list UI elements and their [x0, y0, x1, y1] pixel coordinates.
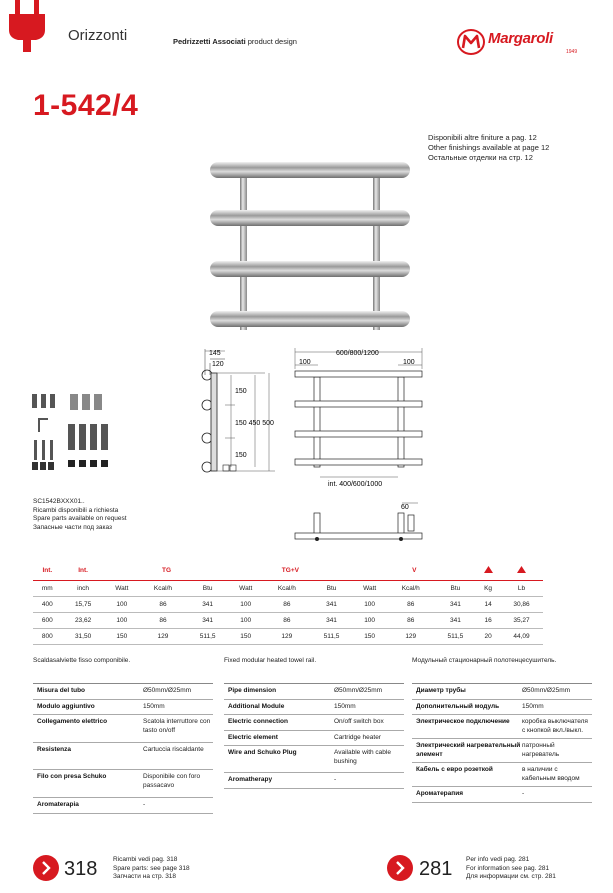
cell: 341 [311, 596, 353, 612]
cell: 100 [352, 612, 387, 628]
unit-cell: Watt [228, 580, 263, 596]
feature-key: Электрическое подключение [416, 718, 510, 725]
header-tg: TG [105, 562, 229, 580]
model-code: 1-542/4 [33, 89, 139, 122]
feature-row [33, 798, 213, 814]
cell: 341 [187, 596, 229, 612]
cell: 511,5 [311, 628, 353, 644]
feature-value: Ø50mm/Ø25mm [334, 687, 383, 694]
cell: 129 [139, 628, 187, 644]
cell: 15,75 [62, 596, 105, 612]
unit-cell: mm [33, 580, 62, 596]
dim-60: 60 [401, 504, 409, 511]
features-it [33, 683, 213, 814]
cell: 150 [228, 628, 263, 644]
feature-key: Диаметр трубы [416, 687, 466, 694]
cell: 600 [33, 612, 62, 628]
feature-value: Ø50mm/Ø25mm [143, 687, 192, 694]
feature-value: Cartridge heater [334, 733, 381, 741]
feature-row [33, 770, 213, 798]
feature-value: 150mm [522, 702, 544, 710]
info-page-number: 281 [419, 858, 453, 880]
table-units-row [33, 580, 543, 596]
cell: 20 [476, 628, 500, 644]
header-int-inch: Int. [62, 562, 105, 580]
dim-150-bottom: 150 [235, 452, 247, 459]
feature-key: Кабель с евро розеткой [416, 766, 493, 773]
feature-row [412, 763, 592, 787]
cell: 511,5 [187, 628, 229, 644]
cell: 100 [228, 612, 263, 628]
feature-value: Available with cable bushing [334, 749, 391, 765]
dim-100-right: 100 [403, 359, 415, 366]
feature-value: Ø50mm/Ø25mm [522, 687, 571, 694]
plug-icon [6, 0, 50, 52]
header-tgv: TG+V [228, 562, 352, 580]
spares-ru: Запасные части под заказ [33, 523, 112, 531]
description-ru: Модульный стационарный полотенцесушитель. [412, 657, 557, 664]
dim-120: 120 [212, 361, 224, 368]
feature-row [224, 700, 404, 716]
cell: 129 [263, 628, 311, 644]
series-title: Orizzonti [68, 27, 128, 44]
spares-page-ref [113, 856, 190, 882]
feature-value: Disponibile con foro passacavo [143, 773, 201, 789]
cell: 86 [139, 596, 187, 612]
finishes-it: Disponibili altre finiture a pag. 12 [428, 133, 537, 142]
cell: 400 [33, 596, 62, 612]
feature-row [224, 731, 404, 747]
designer-suffix: product design [245, 37, 297, 46]
brand-year: 1949 [566, 49, 578, 55]
info-ref-en: For information see pag. 281 [466, 864, 550, 872]
unit-cell: Kcal/h [139, 580, 187, 596]
spares-ref-ru: Запчасти на стр. 318 [113, 873, 177, 880]
spares-page-link-button[interactable] [33, 855, 59, 881]
finishes-en: Other finishings available at page 12 [428, 143, 550, 152]
info-ref-it: Per info vedi pag. 281 [466, 856, 530, 863]
table-row [33, 612, 543, 628]
cell: 100 [228, 596, 263, 612]
cell: 14 [476, 596, 500, 612]
feature-value: On/off switch box [334, 718, 384, 725]
spare-parts-image [28, 390, 118, 485]
feature-row [33, 684, 213, 700]
feature-key: Modulo aggiuntivo [37, 702, 95, 710]
table-row [33, 628, 543, 644]
dim-100-left: 100 [299, 359, 311, 366]
unit-cell: Kg [476, 580, 500, 596]
top-view-drawing [290, 495, 430, 550]
spares-ref-it: Ricambi vedi pag. 318 [113, 856, 178, 863]
cell: 35,27 [500, 612, 543, 628]
feature-key: Дополнительный модуль [416, 702, 500, 710]
feature-key: Aromaterapia [37, 801, 79, 808]
chevron-right-icon [33, 855, 59, 881]
designer-name: Pedrizzetti Associati [173, 37, 246, 46]
cell: 341 [435, 612, 477, 628]
feature-value: - [334, 776, 337, 783]
header-weight-lb [500, 562, 543, 580]
cell: 44,09 [500, 628, 543, 644]
cell: 23,62 [62, 612, 105, 628]
dim-150-top: 150 [235, 388, 247, 395]
dim-145: 145 [209, 350, 221, 357]
weight-kg-icon [484, 566, 493, 573]
feature-row [224, 746, 404, 773]
weight-lb-icon [517, 566, 526, 573]
dim-heights: 150 450 500 [235, 420, 274, 427]
feature-row [224, 773, 404, 789]
feature-key: Resistenza [37, 746, 71, 753]
cell: 800 [33, 628, 62, 644]
feature-value: 150mm [334, 702, 356, 710]
finishes-ru: Остальные отделки на стр. 12 [428, 153, 533, 162]
brand-logo-icon [457, 29, 485, 55]
feature-value: коробка выключателя с кнопкой вкл./выкл. [522, 718, 588, 734]
feature-key: Pipe dimension [228, 687, 277, 694]
feature-row [412, 684, 592, 700]
unit-cell: Kcal/h [387, 580, 435, 596]
feature-key: Collegamento elettrico [37, 718, 108, 725]
cell: 31,50 [62, 628, 105, 644]
feature-key: Electric element [228, 733, 278, 741]
feature-value: Cartuccia riscaldante [143, 746, 204, 753]
feature-row [412, 787, 592, 803]
feature-row [33, 715, 213, 743]
feature-key: Электрический нагревательный элемент [416, 742, 521, 758]
cell: 150 [105, 628, 140, 644]
cell: 100 [105, 596, 140, 612]
cell: 511,5 [435, 628, 477, 644]
dim-width: 600/800/1200 [336, 350, 379, 357]
table-header-row [33, 562, 543, 580]
cell: 86 [139, 612, 187, 628]
cell: 86 [263, 612, 311, 628]
feature-key: Electric connection [228, 718, 288, 725]
cell: 30,86 [500, 596, 543, 612]
description-en: Fixed modular heated towel rail. [224, 657, 317, 664]
feature-key: Misura del tubo [37, 687, 86, 694]
cell: 100 [105, 612, 140, 628]
features-en [224, 683, 404, 789]
spares-ref-en: Spare parts: see page 318 [113, 864, 190, 872]
feature-value: патронный нагреватель [522, 742, 560, 758]
feature-key: Additional Module [228, 702, 285, 710]
brand-name: Margaroli [488, 30, 553, 47]
feature-row [412, 739, 592, 763]
feature-value: 150mm [143, 702, 165, 710]
dim-int: int. 400/600/1000 [328, 481, 383, 488]
feature-row [33, 743, 213, 770]
table-row [33, 596, 543, 612]
product-photo [200, 158, 420, 338]
features-ru [412, 683, 592, 803]
cell: 341 [187, 612, 229, 628]
unit-cell: Kcal/h [263, 580, 311, 596]
feature-key: Ароматерапия [416, 790, 463, 797]
feature-key: Wire and Schuko Plug [228, 749, 297, 756]
feature-row [412, 715, 592, 739]
header-weight-kg [476, 562, 500, 580]
side-view-drawing [195, 345, 290, 480]
cell: 129 [387, 628, 435, 644]
feature-row [224, 684, 404, 700]
spares-page-number: 318 [64, 858, 98, 880]
description-it: Scaldasalviette fisso componibile. [33, 657, 131, 664]
designer-credit [173, 37, 297, 46]
cell: 86 [387, 596, 435, 612]
cell: 100 [352, 596, 387, 612]
cell: 16 [476, 612, 500, 628]
feature-value: Scatola interruttore con tasto on/off [143, 718, 211, 734]
unit-cell: Watt [352, 580, 387, 596]
feature-value: - [143, 801, 146, 808]
unit-cell: Btu [435, 580, 477, 596]
unit-cell: inch [62, 580, 105, 596]
front-view-drawing [290, 345, 430, 490]
feature-row [33, 700, 213, 716]
spares-it: Ricambi disponibili a richiesta [33, 506, 119, 514]
cell: 341 [435, 596, 477, 612]
chevron-right-icon [387, 855, 413, 881]
feature-value: в наличии с кабельным вводом [522, 766, 580, 782]
unit-cell: Watt [105, 580, 140, 596]
info-page-ref [466, 856, 556, 882]
spares-code: SC1542BXXX01.. [33, 498, 85, 505]
spec-table [33, 562, 543, 645]
header-v: V [352, 562, 476, 580]
cell: 86 [263, 596, 311, 612]
feature-row [412, 700, 592, 716]
unit-cell: Btu [187, 580, 229, 596]
cell: 86 [387, 612, 435, 628]
cell: 150 [352, 628, 387, 644]
feature-key: Filo con presa Schuko [37, 773, 107, 780]
unit-cell: Lb [500, 580, 543, 596]
finishes-note [428, 133, 549, 163]
cell: 341 [311, 612, 353, 628]
info-ref-ru: Для информации см. стр. 281 [466, 873, 556, 880]
spares-en: Spare parts available on request [33, 515, 127, 522]
header-int-mm: Int. [33, 562, 62, 580]
info-page-link-button[interactable] [387, 855, 413, 881]
feature-key: Aromatherapy [228, 776, 273, 783]
feature-value: - [522, 790, 525, 797]
spare-parts-note [33, 498, 127, 532]
unit-cell: Btu [311, 580, 353, 596]
feature-row [224, 715, 404, 731]
